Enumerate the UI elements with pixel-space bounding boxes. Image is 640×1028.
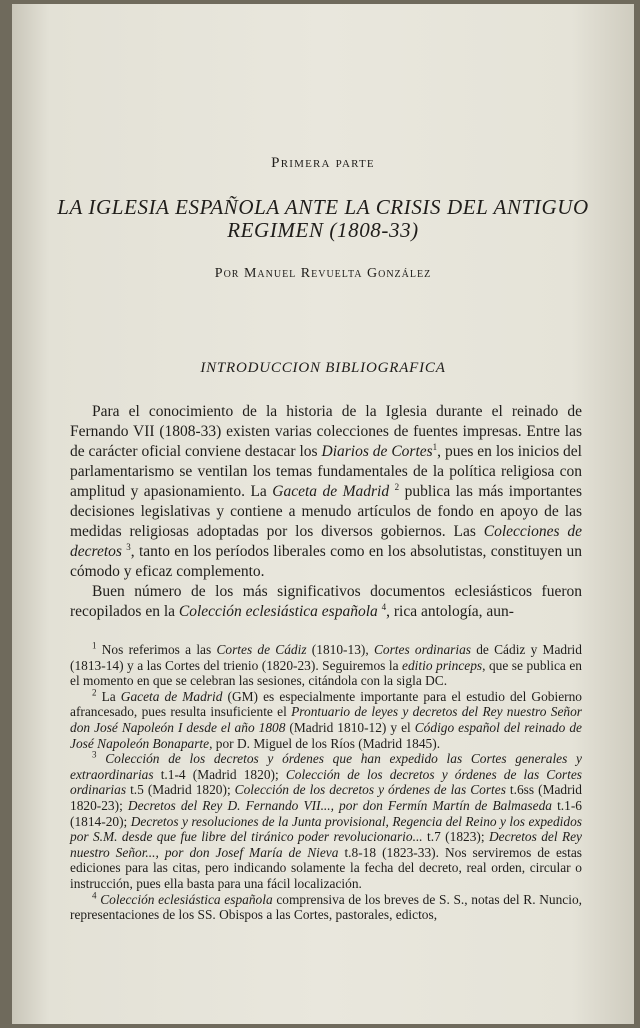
body-paragraph: Buen número de los más significativos documentos eclesiásticos fueron recopilados en la Colección eclesiástica española $^4$, rica antología, aun- [70, 583, 582, 620]
footnote: $^4$ Colección eclesiástica española comprensiva de los breves de S. S., notas del R. Nuncio, representaciones de los SS. Obispos a las Cortes, pastorales, edictos, [70, 890, 582, 923]
section-heading: INTRODUCCION BIBLIOGRAFICA [200, 360, 446, 376]
footnote-marker: 3 [126, 541, 131, 552]
footnote-marker: 4 [92, 890, 97, 901]
footnote-marker: 4 [381, 601, 387, 612]
footnote-marker: 3 [92, 749, 97, 760]
footnote: $^1$ Nos referimos a las Cortes de Cádiz (1810-13), Cortes ordinarias de Cádiz y Madrid (1813-14) y a las Cortes del trienio (1820-23). Seguiremos la editio princeps, que se publica en el momento en que se celebran las sesiones, citándola con la sigla DC. [70, 640, 582, 689]
footnote-marker: 2 [394, 481, 400, 492]
footnote-marker: 1 [432, 441, 438, 452]
chapter-title: LA IGLESIA ESPAÑOLA ANTE LA CRISIS DEL ANTIGUO REGIMEN (1808-33) [57, 195, 589, 242]
footnote-marker: 2 [92, 687, 97, 698]
footnote: $^3$ Colección de los decretos y órdenes que han expedido las Cortes generales y extraordinarias t.1-4 (Madrid 1820); Colección de los decretos y órdenes de las Cortes ordinarias t.5 (Madrid 1820); Colección de los decretos y órdenes de las Cortes t.6ss (Madrid 1820-23); Decretos del Rey D. Fernando VII..., por don Fermín Martín de Balmaseda t.1-6 (1814-20); Decretos y resoluciones de la Junta provisional, Regencia del Reino y los expedidos por S.M. desde que fue libre del tiránico poder revolucionario... t.7 (1823); Decretos del Rey nuestro Señor..., por don Josef María de Nieva t.8-18 (1823-33). Nos serviremos de estas ediciones para las citas, pero indicando solamente la fecha del decreto, real orden, circular o instrucción, pues ella basta para una fácil localización. [70, 749, 583, 891]
part-heading: Primera parte [271, 155, 375, 171]
book-page [12, 4, 634, 1024]
body-paragraph: Para el conocimiento de la historia de la Iglesia durante el reinado de Fernando VII (1808-33) existen varias colecciones de fuentes impresas. Entre las de carácter oficial conviene destacar los Diarios de Cortes$^1$, pues en los inicios del parlamentarismo se ventilan los temas fundamentales de la política religiosa con amplitud y apasionamiento. La Gaceta de Madrid $^2$ publica las más importantes decisiones legislativas y contiene a menudo artículos de fondo en apoyo de las medidas religiosas adoptadas por los diversos gobiernos. Las Colecciones de decretos $^3$, tanto en los períodos liberales como en los absolutistas, constituyen un cómodo y eficaz complemento. [70, 403, 583, 580]
footnote: $^2$ La Gaceta de Madrid (GM) es especialmente importante para el estudio del Gobierno afrancesado, pues resulta insuficiente el Prontuario de leyes y decretos del Rey nuestro Señor don José Napoleón I desde el año 1808 (Madrid 1810-12) y el Código español del reinado de José Napoleón Bonaparte, por D. Miguel de los Ríos (Madrid 1845). [70, 687, 583, 751]
author-line: Por Manuel Revuelta González [214, 266, 432, 281]
body-text [70, 402, 582, 622]
footnotes [70, 642, 582, 923]
footnote-marker: 1 [92, 640, 97, 651]
